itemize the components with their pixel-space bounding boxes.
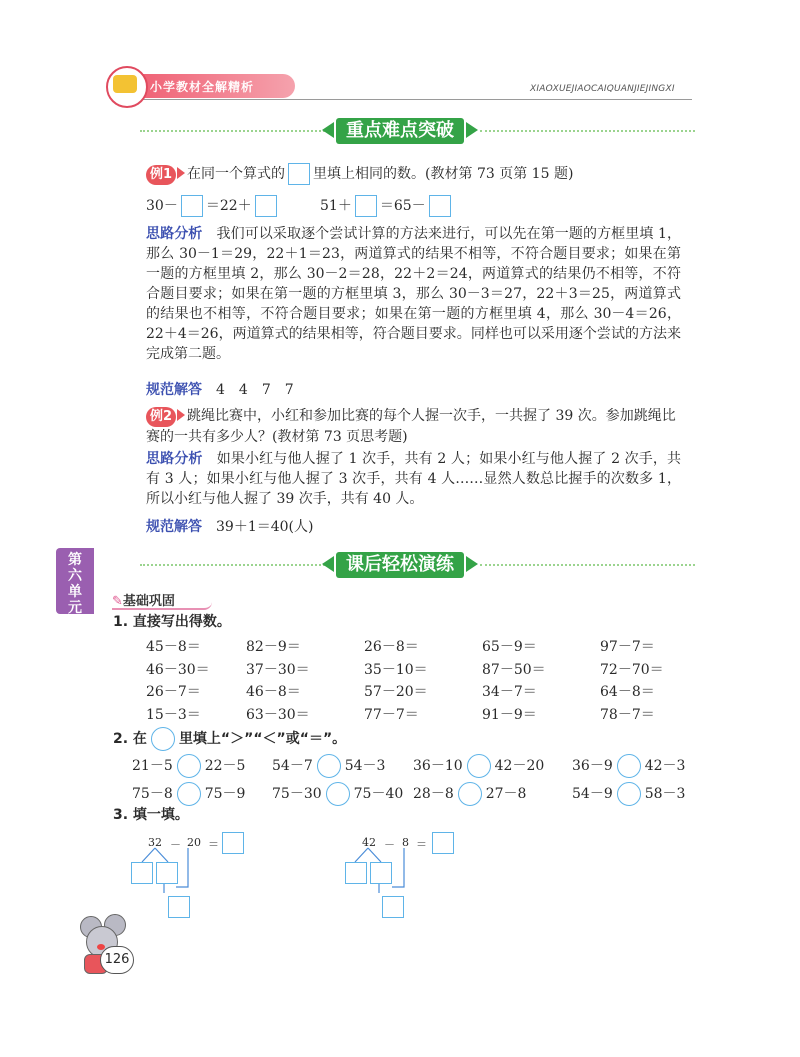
arithmetic-item: 46－8＝ — [246, 684, 301, 700]
arithmetic-item: 63－30＝ — [246, 706, 310, 723]
answer-box — [288, 163, 310, 185]
example1-badge: 例1 — [146, 165, 176, 185]
compare-circle[interactable] — [177, 754, 201, 778]
example1-answer: 规范解答 4 4 7 7 — [146, 382, 294, 398]
arithmetic-item: 64－8＝ — [600, 684, 655, 700]
arithmetic-item: 26－8＝ — [364, 639, 419, 655]
header-title: 小学教材全解精析 — [150, 80, 255, 94]
answer-box[interactable] — [429, 195, 451, 217]
page-number: 126 — [100, 946, 134, 974]
arithmetic-item: 34－7＝ — [482, 684, 537, 700]
arrow-left-icon — [322, 122, 334, 138]
comparison-item: 36－9 42－3 — [572, 754, 685, 778]
answer-label: 规范解答 — [146, 382, 202, 398]
example2-answer: 规范解答 39＋1＝40(人) — [146, 519, 314, 535]
unit-side-tab: 第六单元 — [56, 548, 94, 614]
logo-inner — [113, 75, 137, 93]
header-rule — [140, 99, 692, 100]
example1-analysis: 思路分析 我们可以采取逐个尝试计算的方法来进行，可以先在第一题的方框里填 1，那么 30－1＝29，22＋1＝23，两道算式的结果不相等，不符合题目要求；如果在第一题的方框里填 2，那么 30－2＝28，22＋2＝24，两道算式的结果仍不相等，不符合题目要求；如果在第一题的方框里填 3，那么 30－3＝27，22＋3＝25，两道算式的结果也不相等，不符合题目要求；如果在第一题的方框里填 4，那么 30－4＝26，22＋4＝26，两道算式的结果相等，符合题目要求。同样也可以采用逐个尝试的方法来完成第二题。 — [146, 226, 682, 362]
compare-circle[interactable] — [617, 782, 641, 806]
arithmetic-item: 15－3＝ — [146, 706, 201, 723]
compare-circle[interactable] — [317, 754, 341, 778]
arithmetic-item: 97－7＝ — [600, 639, 655, 655]
pencil-icon: ✎ — [112, 594, 123, 609]
answer-box[interactable] — [131, 862, 153, 884]
comparison-item: 28－8 27－8 — [413, 782, 526, 806]
arithmetic-item: 91－9＝ — [482, 706, 537, 723]
compare-circle[interactable] — [467, 754, 491, 778]
example2-prompt: 例2 跳绳比赛中，小红和参加比赛的每个人握一次手，一共握了 39 次。参加跳绳比赛的一共有多少人？(教材第 73 页思考题) — [146, 408, 676, 445]
comparison-item: 75－8 75－9 — [132, 782, 245, 806]
arithmetic-item: 57－20＝ — [364, 684, 428, 700]
comparison-item: 36－10 42－20 — [413, 754, 544, 778]
answer-box[interactable] — [181, 195, 203, 217]
triangle-arrow-icon — [177, 409, 185, 421]
compare-circle[interactable] — [458, 782, 482, 806]
dotted-divider-right — [480, 564, 695, 566]
arithmetic-item: 45－8＝ — [146, 639, 201, 655]
q3-title: 3. 填一填。 — [113, 807, 189, 823]
arithmetic-item: 46－30＝ — [146, 661, 210, 678]
arithmetic-item: 77－7＝ — [364, 706, 419, 723]
arithmetic-item: 26－7＝ — [146, 684, 201, 700]
dotted-divider-right — [480, 130, 695, 132]
header-subtitle: XIAOXUEJIAOCAIQUANJIEJINGXI — [530, 84, 675, 94]
answer-box[interactable] — [382, 896, 404, 918]
comparison-item: 21－5 22－5 — [132, 754, 245, 778]
arithmetic-item: 37－30＝ — [246, 661, 310, 678]
arithmetic-item: 87－50＝ — [482, 661, 546, 678]
basic-label: ✎基础巩固 — [112, 594, 175, 609]
arrow-right-icon — [466, 122, 478, 138]
arithmetic-item: 78－7＝ — [600, 706, 655, 723]
dotted-divider-left — [140, 564, 325, 566]
analysis-label: 思路分析 — [146, 226, 203, 242]
answer-label: 规范解答 — [146, 519, 202, 535]
example2-badge: 例2 — [146, 407, 176, 427]
answer-box[interactable] — [432, 832, 454, 854]
answer-box[interactable] — [255, 195, 277, 217]
comparison-item: 75－30 75－40 — [272, 782, 403, 806]
dotted-divider-left — [140, 130, 325, 132]
arithmetic-item: 72－70＝ — [600, 661, 664, 678]
arrow-right-icon — [466, 556, 478, 572]
compare-circle[interactable] — [326, 782, 350, 806]
answer-box[interactable] — [168, 896, 190, 918]
answer-box[interactable] — [156, 862, 178, 884]
compare-circle[interactable] — [177, 782, 201, 806]
q1-title: 1. 直接写出得数。 — [113, 614, 231, 630]
section-title-key-points: 重点难点突破 — [336, 118, 464, 144]
answer-box[interactable] — [370, 862, 392, 884]
answer-box[interactable] — [222, 832, 244, 854]
section-title-practice: 课后轻松演练 — [336, 552, 464, 578]
example1-expression-2: 51＋ ＝65－ — [320, 195, 454, 217]
analysis-label: 思路分析 — [146, 451, 203, 467]
comparison-item: 54－7 54－3 — [272, 754, 385, 778]
example2-analysis: 思路分析 如果小红与他人握了 1 次手，共有 2 人；如果小红与他人握了 2 次手，共有 3 人；如果小红与他人握了 3 次手，共有 4 人……显然人数总比握手的次数多 1，所以小红与他人握了 39 次手，共有 40 人。 — [146, 451, 682, 507]
compare-circle — [151, 727, 175, 751]
arithmetic-item: 35－10＝ — [364, 661, 428, 678]
comparison-item: 54－9 58－3 — [572, 782, 685, 806]
example1-prompt: 例1 在同一个算式的 里填上相同的数。(教材第 73 页第 15 题) — [146, 163, 706, 185]
answer-box[interactable] — [345, 862, 367, 884]
triangle-arrow-icon — [177, 167, 185, 179]
compare-circle[interactable] — [617, 754, 641, 778]
arithmetic-item: 65－9＝ — [482, 639, 537, 655]
arithmetic-item: 82－9＝ — [246, 639, 301, 655]
q2-title: 2. 在 里填上“＞”“＜”或“＝”。 — [113, 727, 346, 751]
answer-box[interactable] — [355, 195, 377, 217]
example1-expression-1: 30－ ＝22＋ — [146, 195, 280, 217]
arrow-left-icon — [322, 556, 334, 572]
